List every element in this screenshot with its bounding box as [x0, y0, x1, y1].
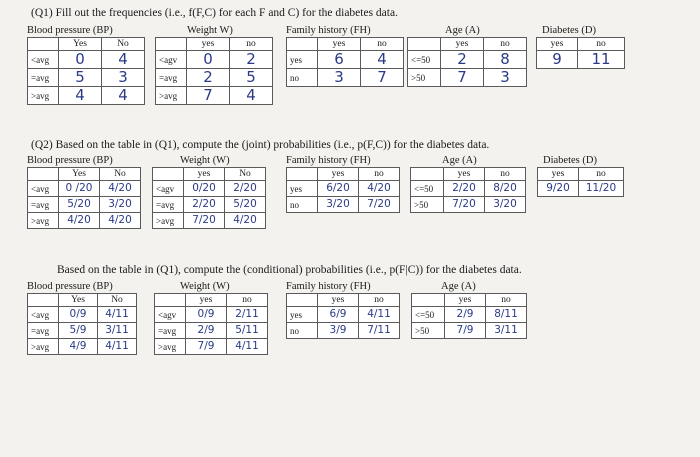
- q1-bp-col-yes: Yes: [59, 38, 102, 51]
- table-row: >avg 7/20 4/20: [153, 213, 266, 229]
- q2-weight-group: [152, 155, 266, 229]
- q1-bp-title: Blood pressure (BP): [27, 25, 113, 36]
- table-row: =avg 2 5: [156, 69, 273, 87]
- q3-weight-title: Weight (W): [180, 281, 230, 292]
- q3-bp-table: Yes No <avg 0/9 4/11 =avg 5/9 3/11 >avg 4/9 4/11: [27, 293, 137, 355]
- q2-bp-title: Blood pressure (BP): [27, 155, 113, 166]
- q2-fh-group: [286, 155, 400, 213]
- q3-age-table: yes no <=50 2/9 8/11 >50 7/9 3/11: [411, 293, 527, 339]
- table-row: yes 6/9 4/11: [287, 307, 400, 323]
- table-row: <agv 0/9 2/11: [155, 307, 268, 323]
- table-row: >avg 7/9 4/11: [155, 339, 268, 355]
- table-row: 9/20 11/20: [538, 181, 624, 197]
- q1-fh-group: [286, 25, 404, 87]
- table-row: <=50 2/20 8/20: [411, 181, 526, 197]
- table-row: <agv 0 2: [156, 51, 273, 69]
- q3-fh-table: yes no yes 6/9 4/11 no 3/9 7/11: [286, 293, 400, 339]
- table-row: >avg 7 4: [156, 87, 273, 105]
- q1-diabetes-table: yes no 9 11: [536, 37, 625, 69]
- table-row: =avg 5/9 3/11: [28, 323, 137, 339]
- table-row: <agv 0/20 2/20: [153, 181, 266, 197]
- table-row: >50 7/20 3/20: [411, 197, 526, 213]
- table-row: no 3/20 7/20: [287, 197, 400, 213]
- q2-fh-title: Family history (FH): [286, 155, 371, 166]
- q1-weight-table: yes no <agv 0 2 =avg 2 5 >avg 7 4: [155, 37, 273, 105]
- q3-age-title: Age (A): [441, 281, 476, 292]
- q1-diabetes-group: [536, 25, 625, 69]
- q2-age-table: yes no <=50 2/20 8/20 >50 7/20 3/20: [410, 167, 526, 213]
- q1-fh-title: Family history (FH): [286, 25, 371, 36]
- table-row: <avg 0 /20 4/20: [28, 181, 141, 197]
- q2-fh-table: yes no yes 6/20 4/20 no 3/20 7/20: [286, 167, 400, 213]
- table-row: =avg 5/20 3/20: [28, 197, 141, 213]
- table-row: >avg 4 4: [28, 87, 145, 105]
- q1-age-group: [407, 25, 527, 87]
- q1-age-title: Age (A): [445, 25, 480, 36]
- q3-bp-title: Blood pressure (BP): [27, 281, 113, 292]
- q3-fh-title: Family history (FH): [286, 281, 371, 292]
- table-row: =avg 5 3: [28, 69, 145, 87]
- table-row: >avg 4/20 4/20: [28, 213, 141, 229]
- q2-bp-group: [27, 155, 141, 229]
- q1-weight-title: Weight W): [187, 25, 233, 36]
- q2-diabetes-title: Diabetes (D): [543, 155, 597, 166]
- q3-title: Based on the table in (Q1), compute the (conditional) probabilities (i.e., p(F|C)) for the diabetes data.: [57, 264, 522, 276]
- q3-weight-table: yes no <agv 0/9 2/11 =avg 2/9 5/11 >avg 7/9 4/11: [154, 293, 268, 355]
- q1-fh-table: yes no yes 6 4 no 3 7: [286, 37, 404, 87]
- q3-age-group: [411, 281, 527, 339]
- table-row: >avg 4/9 4/11: [28, 339, 137, 355]
- q2-weight-title: Weight (W): [180, 155, 230, 166]
- q1-weight-group: [155, 25, 273, 105]
- q2-age-title: Age (A): [442, 155, 477, 166]
- table-row: no 3 7: [287, 69, 404, 87]
- table-row: <=50 2/9 8/11: [412, 307, 527, 323]
- q1-age-table: yes no <=50 2 8 >50 7 3: [407, 37, 527, 87]
- table-row: 9 11: [537, 51, 625, 69]
- q2-weight-table: yes No <agv 0/20 2/20 =avg 2/20 5/20 >avg 7/20 4/20: [152, 167, 266, 229]
- q2-title: (Q2) Based on the table in (Q1), compute the (joint) probabilities (i.e., p(F,C)) for the diabetes data.: [31, 139, 490, 151]
- q2-diabetes-table: yes no 9/20 11/20: [537, 167, 624, 197]
- q1-bp-col-no: No: [102, 38, 145, 51]
- q3-bp-group: [27, 281, 137, 355]
- table-row: =avg 2/9 5/11: [155, 323, 268, 339]
- table-row: >50 7/9 3/11: [412, 323, 527, 339]
- table-row: yes 6 4: [287, 51, 404, 69]
- table-row: <avg 0/9 4/11: [28, 307, 137, 323]
- table-row: <=50 2 8: [408, 51, 527, 69]
- q1-title: (Q1) Fill out the frequencies (i.e., f(F,C) for each F and C) for the diabetes data.: [31, 7, 398, 19]
- table-row: =avg 2/20 5/20: [153, 197, 266, 213]
- q1-diabetes-title: Diabetes (D): [542, 25, 596, 36]
- q1-bp-group: [27, 25, 145, 105]
- table-row: >50 7 3: [408, 69, 527, 87]
- q1-bp-table: [27, 37, 145, 105]
- q2-bp-table: Yes No <avg 0 /20 4/20 =avg 5/20 3/20 >avg 4/20 4/20: [27, 167, 141, 229]
- table-row: <avg 0 4: [28, 51, 145, 69]
- q3-fh-group: [286, 281, 400, 339]
- table-row: yes 6/20 4/20: [287, 181, 400, 197]
- q3-weight-group: [154, 281, 268, 355]
- q2-diabetes-group: [537, 155, 624, 197]
- q2-age-group: [410, 155, 526, 213]
- table-row: no 3/9 7/11: [287, 323, 400, 339]
